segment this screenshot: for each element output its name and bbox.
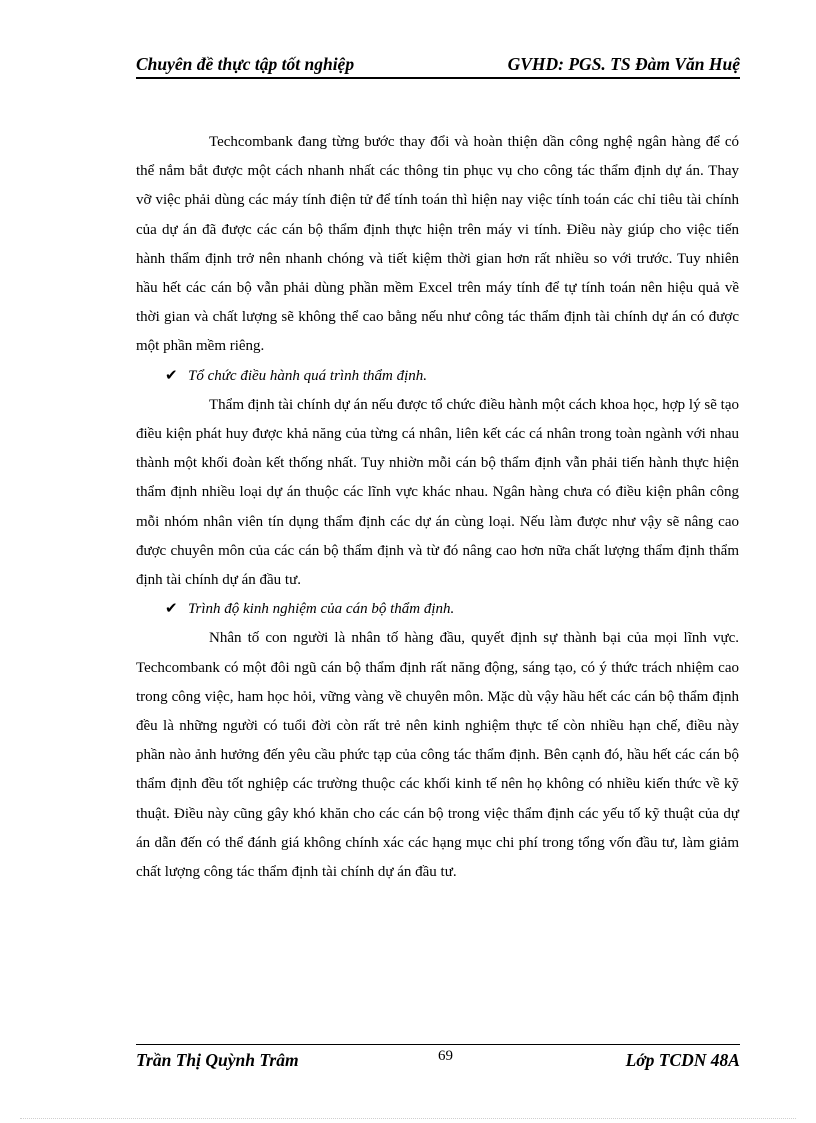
paragraph-experience: Nhân tố con người là nhân tố hàng đầu, quyết định sự thành bại của mọi lĩnh vực. Techcombank có một đôi ngũ cán bộ thẩm định rất năng động, sáng tạo, có ý thức trách nhiệm cao trong công việc, ham học hỏi, vững vàng về chuyên môn. Mặc dù vậy hầu hết các cán bộ thẩm định đều là những người có tuổi đời còn rất trẻ nên kinh nghiệm thực tế còn nhiều hạn chế, điều này phần nào ảnh hưởng đến yêu cầu phức tạp của công tác thẩm định. Bên cạnh đó, hầu hết các cán bộ thẩm định đều tốt nghiệp các trường thuộc các khối kinh tế nên họ không có nhiều kiến thức về kỹ thuật. Điều này cũng gây khó khăn cho các cán bộ trong việc thẩm định các yếu tố kỹ thuật của dự án dẫn đến có thể đánh giá không chính xác các hạng mục chi phí trong tổng vốn đầu tư, làm giảm chất lượng công tác thẩm định tài chính dự án đầu tư. bbox=[136, 630, 739, 881]
supervisor-name: GVHD: PGS. TS Đàm Văn Huệ bbox=[507, 54, 740, 74]
page-edge-divider bbox=[20, 1118, 796, 1119]
author-name: Trần Thị Quỳnh Trâm bbox=[136, 1050, 299, 1070]
checkmark-icon: ✔ bbox=[165, 367, 178, 384]
class-name: Lớp TCDN 48A bbox=[625, 1050, 740, 1070]
heading-text: Tổ chức điều hành quá trình thẩm định. bbox=[188, 367, 428, 384]
paragraph-technology: Techcombank đang từng bước thay đổi và hoàn thiện dần công nghệ ngân hàng để có thể nắm bắt được một cách nhanh nhất các thông tin phục vụ cho công tác thẩm định dự án. Thay vỡ việc phải dùng các máy tính điện tử để tính toán thì hiện nay việc tính toán các chỉ tiêu tài chính của dự án đã được các cán bộ thẩm định thực hiện trên máy vi tính. Điều này giúp cho việc tiến hành thẩm định trở nên nhanh chóng và tiết kiệm thời gian hơn rất nhiều so với trước. Tuy nhiên hầu hết các cán bộ vẫn phải dùng phần mềm Excel trên máy tính để tự tính toán nên hiệu quả về thời gian và chất lượng sẽ không thể cao bằng nếu như công tác thẩm định tài chính dự án có được một phần mềm riêng. bbox=[136, 134, 739, 355]
checkmark-icon: ✔ bbox=[165, 601, 178, 618]
section-heading-organization bbox=[136, 362, 739, 391]
report-title: Chuyên đề thực tập tốt nghiệp bbox=[136, 54, 355, 74]
header-rule bbox=[136, 77, 740, 79]
footer-rule bbox=[136, 1044, 740, 1045]
paragraph-organization: Thẩm định tài chính dự án nếu được tổ chức điều hành một cách khoa học, hợp lý sẽ tạo điều kiện phát huy được khả năng của từng cá nhân, liên kết các cá nhân trong toàn ngành với nhau thành một khối đoàn kết thống nhất. Tuy nhiờn mỗi cán bộ thẩm định vẫn phải tiến hành thực hiện thẩm định nhiều loại dự án thuộc các lĩnh vực khác nhau. Ngân hàng chưa có điều kiện phân công mỗi nhóm nhân viên tín dụng thẩm định các dự án cùng loại. Nếu làm được như vậy sẽ nâng cao được chuyên môn của các cán bộ thẩm định và từ đó nâng cao hơn nữa chất lượng thẩm định thẩm định tài chính dự án đầu tư. bbox=[136, 396, 739, 589]
page-number: 69 bbox=[438, 1048, 453, 1064]
main-content bbox=[136, 128, 739, 887]
heading-text: Trình độ kinh nghiệm của cán bộ thẩm định. bbox=[188, 601, 455, 618]
page-header bbox=[136, 54, 740, 78]
page-footer bbox=[136, 1048, 740, 1072]
section-heading-experience bbox=[136, 595, 739, 624]
